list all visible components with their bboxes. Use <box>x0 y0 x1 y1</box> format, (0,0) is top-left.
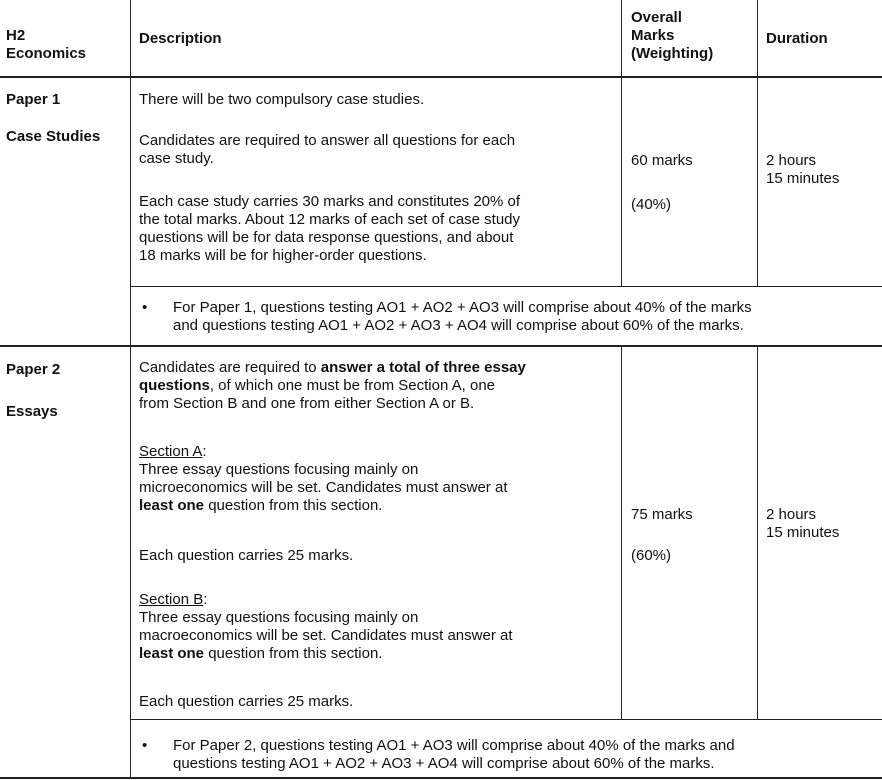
paper1-duration: 2 hours 15 minutes <box>766 152 840 187</box>
paper2-weighting: (60%) <box>631 547 672 564</box>
paper2-section-b: Section B: Three essay questions focusing mainly on macroeconomics will be set. Candidates must answer at least one question from this section. <box>139 591 513 662</box>
paper2-note-bullet: • <box>142 737 148 754</box>
paper1-para2: Candidates are required to answer all questions for each case study. <box>139 132 516 167</box>
paper2-section-b-marks: Each question carries 25 marks. <box>139 693 354 710</box>
rule-col3-top <box>757 0 758 287</box>
header-col1: H2 Economics <box>6 27 87 62</box>
header-description: Description <box>139 30 222 47</box>
paper2-name: Paper 2 <box>6 361 61 378</box>
paper1-marks: 60 marks <box>631 152 693 169</box>
section-b-heading: Section B <box>139 591 204 608</box>
paper1-note-bullet: • <box>142 299 148 316</box>
rule-col1 <box>130 0 131 779</box>
rule-table-bottom <box>0 777 882 779</box>
rule-paper2-bottom <box>130 719 882 720</box>
paper2-section-a: Section A: Three essay questions focusing mainly on microeconomics will be set. Candidates must answer at least one question from this section. <box>139 443 508 514</box>
section-a-heading: Section A <box>139 443 203 460</box>
paper1-para3: Each case study carries 30 marks and constitutes 20% of the total marks. About 12 marks of each set of case study questions will be for data response questions, and about 18 marks will be for higher-order questions. <box>139 193 521 264</box>
paper2-subtitle: Essays <box>6 403 58 420</box>
paper2-note: For Paper 2, questions testing AO1 + AO3 will comprise about 40% of the marks and questions testing AO1 + AO2 + AO3 + AO4 will comprise about 60% of the marks. <box>173 737 735 772</box>
paper2-intro: Candidates are required to answer a total of three essay questions, of which one must be from Section A, one from Section B and one from either Section A or B. <box>139 359 526 412</box>
rule-note1-bottom <box>0 345 882 347</box>
rule-paper1-bottom <box>130 286 882 287</box>
paper1-weighting: (40%) <box>631 196 672 213</box>
rule-header-bottom <box>0 76 882 78</box>
paper2-duration: 2 hours 15 minutes <box>766 506 840 541</box>
paper1-para1: There will be two compulsory case studies. <box>139 91 425 108</box>
rule-col2-mid <box>621 346 622 720</box>
rule-col3-mid <box>757 346 758 720</box>
rule-col2-top <box>621 0 622 287</box>
paper1-subtitle: Case Studies <box>6 128 101 145</box>
paper2-section-a-marks: Each question carries 25 marks. <box>139 547 354 564</box>
paper2-marks: 75 marks <box>631 506 693 523</box>
paper1-note: For Paper 1, questions testing AO1 + AO2 + AO3 will comprise about 40% of the marks and questions testing AO1 + AO2 + AO3 + AO4 will comprise about 60% of the marks. <box>173 299 752 334</box>
header-duration: Duration <box>766 30 828 47</box>
header-overall-marks: Overall Marks (Weighting) <box>631 9 714 62</box>
paper1-name: Paper 1 <box>6 91 61 108</box>
